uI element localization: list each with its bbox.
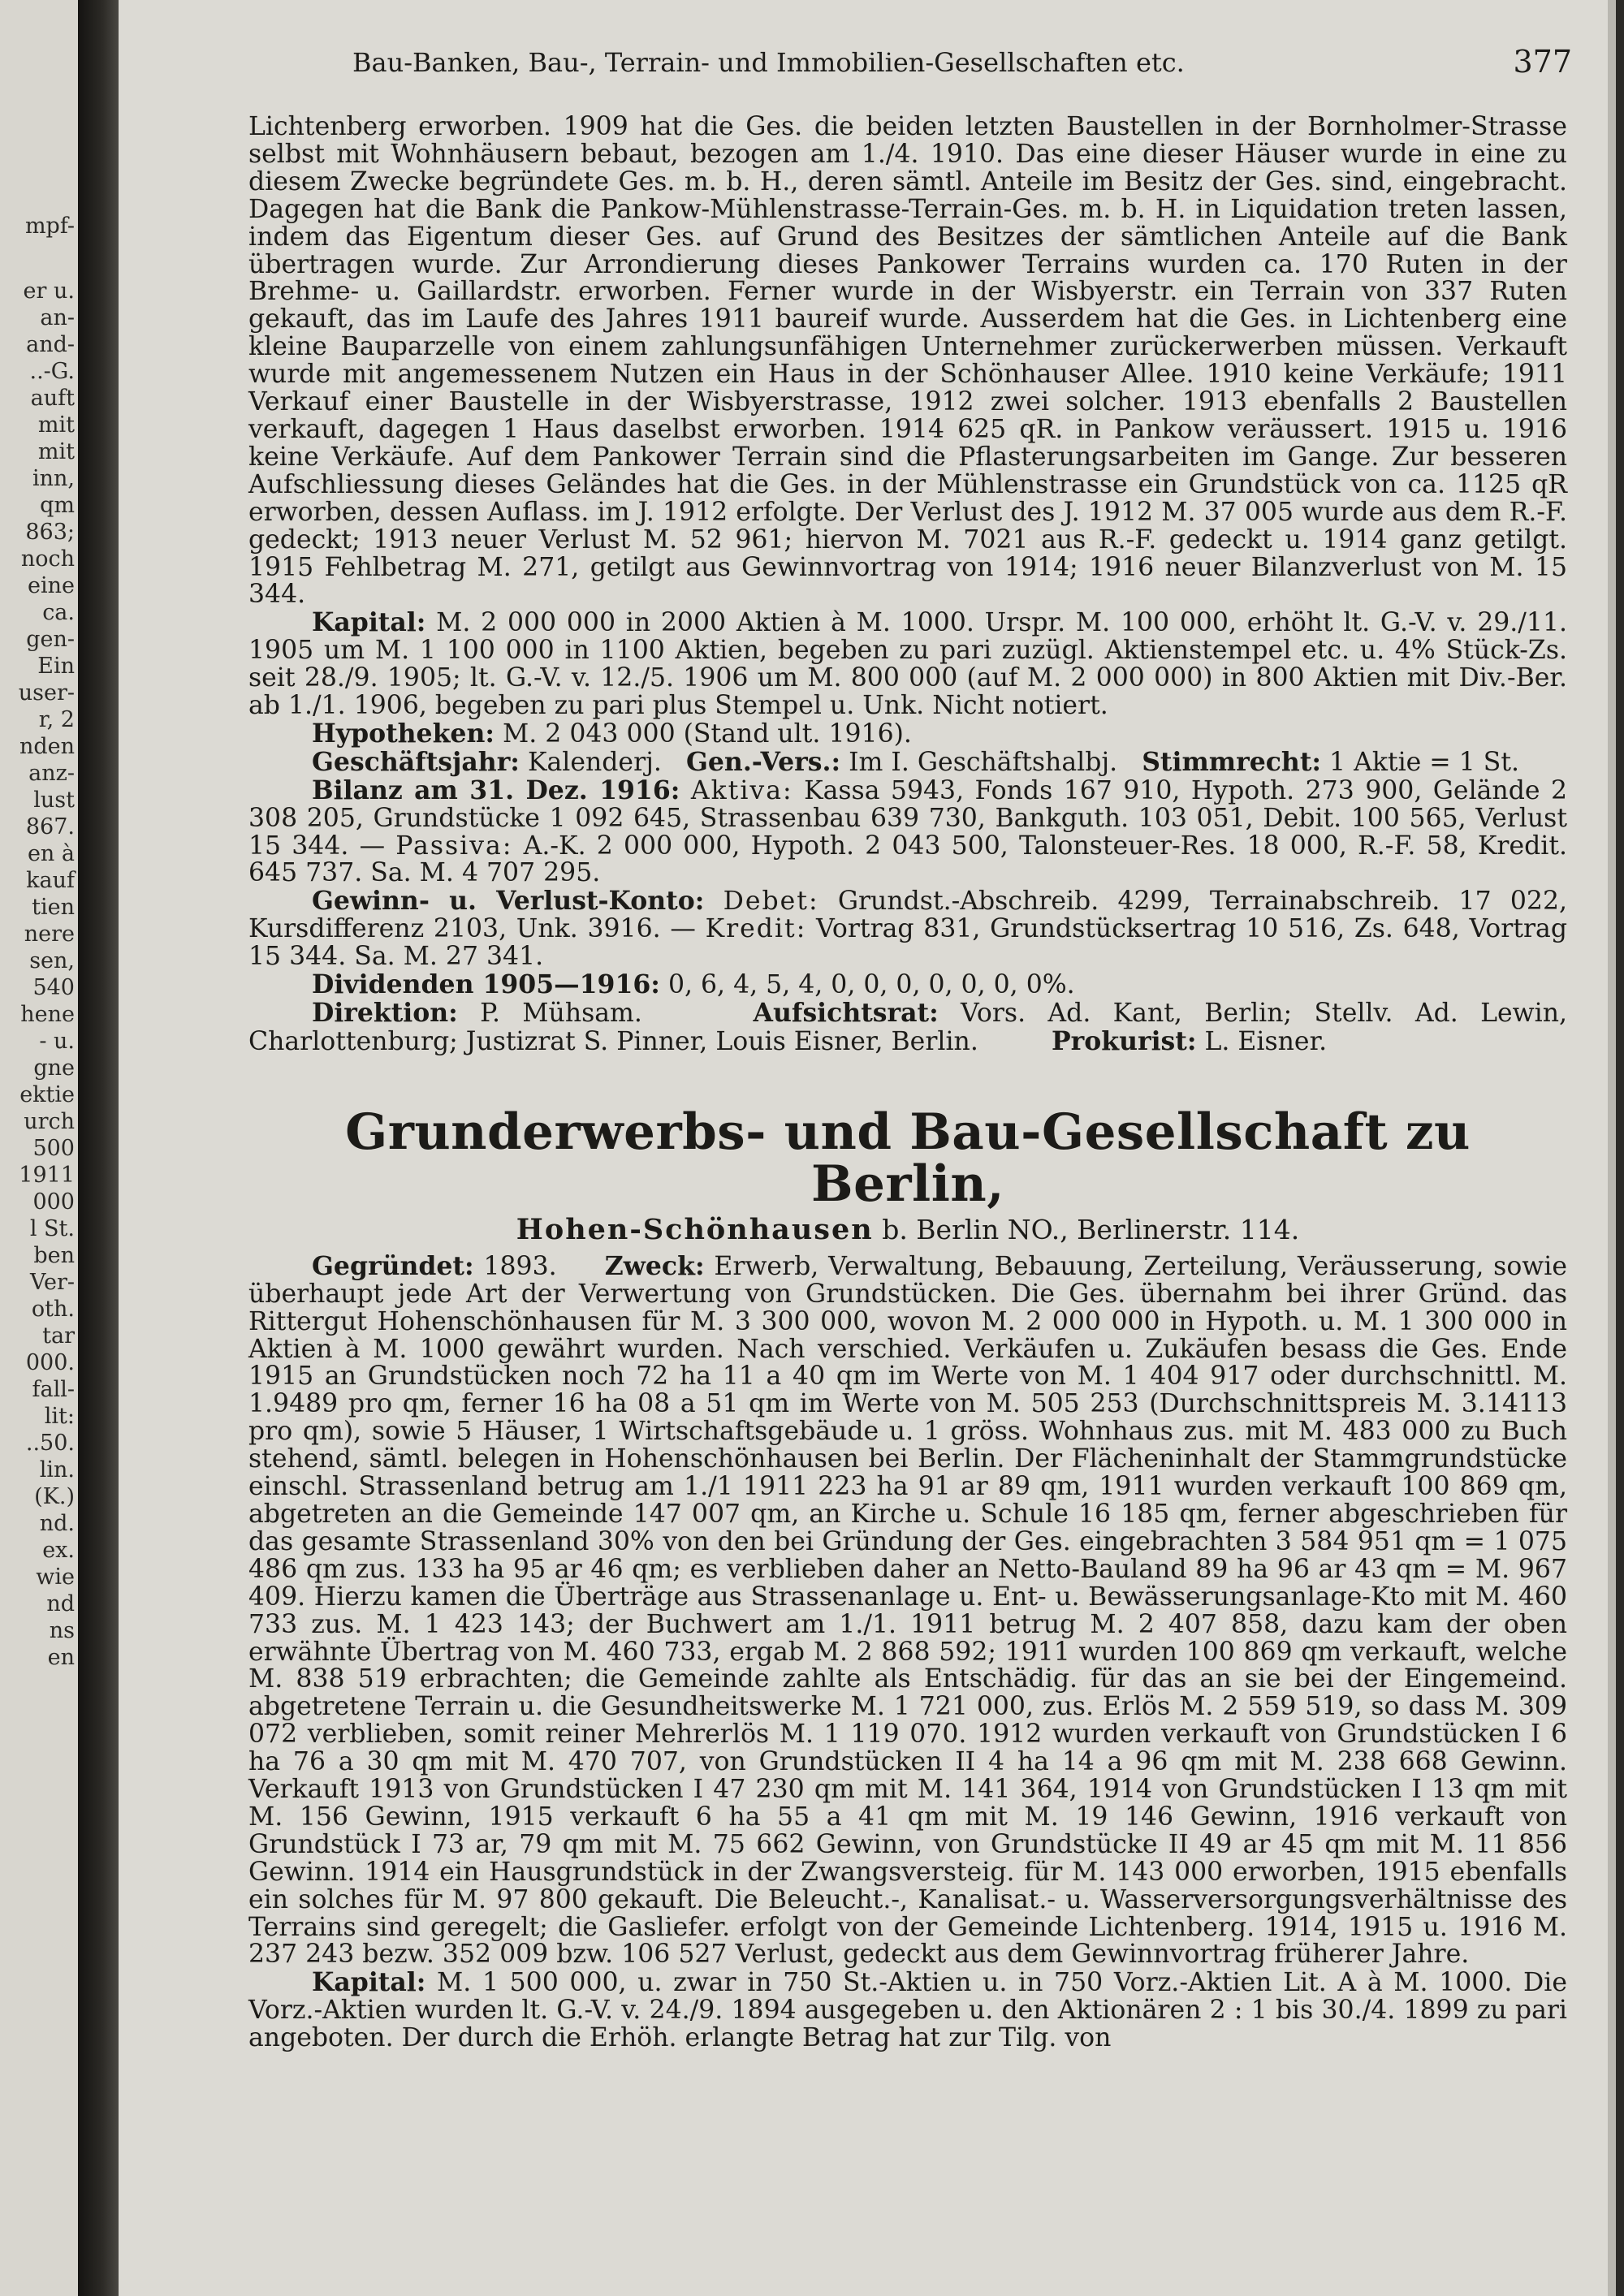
- label: Kapital:: [312, 607, 426, 638]
- margin-fragment: urch: [24, 1109, 75, 1134]
- entry1-history: Lichtenberg erworben. 1909 hat die Ges. die beiden letzten Baustellen in der Bornholmer-Strasse selbst mit Wohnhäusern bebaut, bezogen am 1./4. 1910. Das eine dieser Häuser wurde in eine zu diesem Zwecke begründete Ges. m. b. H., deren sämtl. Anteile im Besitz der Ges. sind, eingebracht. Dagegen hat die Bank die Pankow-Mühlenstrasse-Terrain-Ges. m. b. H. in Liquidation treten lassen, indem das Eigentum dieser Ges. auf Grund des Besitzes der sämtlichen Anteile auf die Bank übertragen wurde. Zur Arrondierung dieses Pankower Terrains wurden ca. 170 Ruten in der Brehme- u. Gaillardstr. erworben. Ferner wurde in der Wisbyerstr. ein Terrain von 337 Ruten gekauft, das im Laufe des Jahres 1911 baureif wurde. Ausserdem hat die Ges. in Lichtenberg eine kleine Bauparzelle von einem zahlungsunfähigen Unternehmer zurückerwerben müssen. Verkauft wurde mit angemessenem Nutzen ein Haus in der Schönhauser Allee. 1910 keine Verkäufe; 1911 Verkauf einer Baustelle in der Wisbyerstrasse, 1912 zwei solcher. 1913 ebenfalls 2 Baustellen verkauft, dagegen 1 Haus daselbst erworben. 1914 625 qR. in Pankow veräussert. 1915 u. 1916 keine Verkäufe. Auf dem Pankower Terrain sind die Pflasterungsarbeiten im Gange. Zur besseren Aufschliessung dieses Geländes hat die Ges. in der Mühlenstrasse ein Grundstück von ca. 1125 qR erworben, dessen Auflass. im J. 1912 erfolgte. Der Verlust des J. 1912 M. 37 005 wurde aus dem R.-F. gedeckt; 1913 neuer Verlust M. 52 961; hiervon M. 7021 aus R.-F. gedeckt u. 1914 ganz getilgt. 1915 Fehlbetrag M. 271, getilgt aus Gewinnvortrag von 1914; 1916 neuer Bilanzverlust von M. 15 344.: [248, 112, 1567, 610]
- value: Grundst.-Abschreib. 4299, Terrainabschreib. 17 022, Kursdifferenz 2103, Unk. 3916. —: [248, 887, 1567, 944]
- margin-fragment: - u.: [39, 1029, 75, 1054]
- aktiva-label: Aktiva:: [690, 775, 793, 805]
- entry1-direktion: [248, 999, 1567, 1056]
- company-location: [248, 1214, 1567, 1246]
- value: 0, 6, 4, 5, 4, 0, 0, 0, 0, 0, 0, 0%.: [667, 970, 1075, 1000]
- margin-fragment: auft: [30, 386, 75, 411]
- label: Bilanz am 31. Dez. 1916:: [312, 775, 680, 805]
- label: Prokurist:: [1051, 1025, 1197, 1056]
- margin-fragment: l St.: [29, 1216, 75, 1241]
- value: Vors. Ad. Kant, Berlin; Stellv. Ad. Lewin, Charlottenburg; Justizrat S. Pinner, Louis Eisner, Berlin.: [248, 999, 1568, 1056]
- value: 1893.: [483, 1251, 557, 1281]
- margin-fragment: er u.: [23, 278, 75, 304]
- label: Gen.-Vers.:: [685, 746, 841, 777]
- margin-fragment: ex.: [42, 1538, 75, 1563]
- page-number: 377: [1513, 44, 1572, 80]
- label: Kapital:: [312, 1967, 426, 1998]
- label: Gewinn- u. Verlust-Konto:: [312, 886, 705, 917]
- margin-fragment: en: [47, 1645, 75, 1670]
- margin-fragment: anz-: [28, 761, 75, 786]
- margin-fragment: ..50.: [25, 1431, 75, 1456]
- margin-fragment: r, 2: [38, 707, 75, 732]
- margin-fragment: wie: [36, 1564, 75, 1590]
- kredit-label: Kredit:: [705, 914, 807, 944]
- margin-fragment: lust: [33, 788, 75, 813]
- entry1-kapital: [248, 609, 1567, 720]
- passiva-label: Passiva:: [395, 831, 513, 861]
- value: M. 1 500 000, u. zwar in 750 St.-Aktien u. in 750 Vorz.-Aktien Lit. A à M. 1000. Die Vorz.-Aktien wurden lt. G.-V. v. 24./9. 1894 ausgegeben u. den Aktionären 2 : 1 bis 30./4. 1899 zu pari angeboten. Der durch die Erhöh. erlangte Betrag hat zur Tilg. von: [248, 1968, 1568, 2053]
- margin-fragment: 500: [32, 1136, 75, 1161]
- margin-fragment: nd.: [39, 1511, 75, 1536]
- margin-fragment: tien: [32, 895, 75, 920]
- margin-fragment: lin.: [39, 1457, 75, 1482]
- entry1-guv: [248, 887, 1567, 971]
- margin-fragment: 1911: [19, 1163, 75, 1188]
- margin-fragment: noch: [20, 546, 75, 572]
- margin-fragment: mit: [37, 412, 75, 438]
- entry2-kapital: [248, 1969, 1567, 2052]
- debet-label: Debet:: [723, 887, 819, 917]
- label: Zweck:: [604, 1250, 705, 1281]
- margin-fragment: qm: [40, 493, 75, 518]
- margin-fragment: 000: [32, 1189, 75, 1215]
- margin-fragment: Ein: [37, 654, 75, 679]
- margin-fragment: user-: [18, 680, 75, 706]
- margin-fragment: kauf: [26, 868, 75, 893]
- value: Erwerb, Verwaltung, Bebauung, Zerteilung, Veräusserung, sowie überhaupt jede Art der Verwertung von Grundstücken. Die Ges. übernahm bei ihrer Gründ. das Rittergut Hohenschönhausen für M. 3 300 000, wovon M. 2 000 000 in Hypoth. u. M. 1 300 000 in Aktien à M. 1000 gewährt wurden. Nach verschied. Verkäufen u. Zukäufen besass die Ges. Ende 1915 an Grundstücken noch 72 ha 11 a 40 qm im Werte von M. 1 404 917 oder durchschnittl. M. 1.9489 pro qm, ferner 16 ha 08 a 51 qm im Werte von M. 505 253 (Durchschnittspreis M. 3.14113 pro qm), sowie 5 Häuser, 1 Wirtschaftsgebäude u. 1 gröss. Wohnhaus zus. mit M. 483 000 zu Buch stehend, sämtl. belegen in Hohenschönhausen bei Berlin. Der Flächeninhalt der Stammgrundstücke einschl. Strassenland betrug am 1./1 1911 223 ha 91 ar 89 qm, 1911 wurden verkauft 100 869 qm, abgetreten an die Gemeinde 147 007 qm, an Kirche u. Schule 16 185 qm, ferner abgeschrieben für das gesamte Strassenland 30% von den bei Gründung der Ges. eingebrachten 3 584 951 qm = 1 075 486 qm zus. 133 ha 95 ar 46 qm; es verblieben daher an Netto-Bauland 89 ha 96 ar 43 qm = M. 967 409. Hierzu kamen die Überträge aus Strassenanlage u. Ent- u. Bewässerungsanlage-Kto mit M. 460 733 zus. M. 1 423 143; der Buchwert am 1./1. 1911 betrug M. 2 407 858, dazu kam der oben erwähnte Übertrag von M. 460 733, ergab M. 2 868 592; 1911 wurden 100 869 qm verkauft, welche M. 838 519 erbrachten; die Gemeinde zahlte als Entschädig. für das an sie bei der Eingemeind. abgetretene Terrain u. die Gesundheitswerke M. 1 721 000, zus. Erlös M. 2 559 519, so dass M. 309 072 verblieben, somit reiner Mehrerlös M. 1 119 070. 1912 wurden verkauft von Grundstücken I 6 ha 76 a 30 qm mit M. 470 707, von Grundstücken II 4 ha 14 a 96 qm mit M. 238 668 Gewinn. Verkauft 1913 von Grundstücken I 47 230 qm mit M. 141 364, 1914 von Grundstücken I 13 qm mit M. 156 Gewinn, 1915 verkauft 6 ha 55 a 41 qm mit M. 19 146 Gewinn, 1916 verkauft von Grundstück I 73 ar, 79 qm mit M. 75 662 Gewinn, von Grundstücke II 49 ar 45 qm mit M. 11 856 Gewinn. 1914 ein Hausgrundstück in der Zwangsversteig. für M. 143 000 erworben, 1915 ebenfalls ein solches für M. 97 800 gekauft. Die Beleucht.-, Kanalisat.- u. Wasserversorgungsverhältnisse des Terrains sind geregelt; die Gasliefer. erfolgt von der Gemeinde Lichtenberg. 1914, 1915 u. 1916 M. 237 243 bezw. 352 009 bzw. 106 527 Verlust, gedeckt aus dem Gewinnvortrag früherer Jahre.: [248, 1251, 1567, 1970]
- entry1-hypotheken: [248, 720, 1567, 749]
- margin-fragment: and-: [26, 332, 75, 357]
- margin-fragment: gen-: [26, 627, 75, 652]
- margin-fragment: lit:: [44, 1404, 75, 1429]
- margin-fragment: ben: [33, 1243, 75, 1268]
- margin-fragment: mpf-: [24, 214, 75, 239]
- margin-fragment: (K.): [34, 1484, 75, 1509]
- adjacent-page-strip: [0, 0, 78, 2296]
- margin-fragment: fall-: [32, 1377, 75, 1402]
- margin-fragment: 867.: [25, 814, 75, 839]
- value: P. Mühsam.: [480, 999, 642, 1028]
- label: Geschäftsjahr:: [312, 746, 520, 777]
- margin-fragment: oth.: [31, 1297, 75, 1322]
- label: Dividenden 1905—1916:: [312, 969, 660, 1000]
- page-content: [248, 114, 1567, 2052]
- location-bold: Hohen-Schönhausen: [516, 1212, 874, 1246]
- running-title: Bau-Banken, Bau-, Terrain- und Immobilien-Gesellschaften etc.: [352, 47, 1185, 78]
- margin-fragment: en à: [27, 841, 75, 866]
- value: A.-K. 2 000 000, Hypoth. 2 043 500, Talonsteuer-Res. 18 000, R.-F. 58, Kredit. 645 737. Sa. M. 4 707 295.: [248, 831, 1567, 888]
- value: M. 2 000 000 in 2000 Aktien à M. 1000. Urspr. M. 100 000, erhöht lt. G.-V. v. 29./11. 1905 um M. 1 100 000 in 1100 Aktien, begeben zu pari zuzügl. Aktienstempel etc. u. 4% Stück-Zs. seit 28./9. 1905; lt. G.-V. v. 12./5. 1906 um M. 800 000 (auf M. 2 000 000) in 800 Aktien mit Div.-Ber. ab 1./1. 1906, begeben zu pari plus Stempel u. Unk. Nicht notiert.: [248, 608, 1568, 721]
- label: Direktion:: [312, 998, 458, 1028]
- label: Gegründet:: [312, 1250, 474, 1281]
- margin-fragment: hene: [20, 1002, 75, 1027]
- company-title: Grunderwerbs- und Bau-Gesellschaft zu Berlin,: [345, 1103, 1471, 1213]
- location-rest: b. Berlin NO., Berlinerstr. 114.: [882, 1213, 1300, 1245]
- label: Stimmrecht:: [1142, 746, 1322, 777]
- book-gutter: [78, 0, 119, 2296]
- value: M. 2 043 000 (Stand ult. 1916).: [503, 719, 912, 749]
- page-edge: [1608, 0, 1616, 2296]
- margin-fragment: ektie: [19, 1082, 75, 1107]
- margin-fragment: mit: [37, 439, 75, 464]
- margin-fragment: inn,: [32, 466, 75, 491]
- margin-fragment: gne: [33, 1055, 75, 1081]
- label: Hypotheken:: [312, 718, 495, 749]
- margin-fragment: ca.: [42, 600, 75, 625]
- margin-fragment: sen,: [29, 948, 75, 973]
- margin-fragment: 540: [32, 975, 75, 1000]
- label: Aufsichtsrat:: [753, 998, 939, 1028]
- margin-fragment: 863;: [25, 520, 75, 545]
- margin-fragment: 000.: [25, 1350, 75, 1375]
- value: Im I. Geschäftshalbj.: [849, 747, 1118, 777]
- margin-fragment: ns: [49, 1618, 75, 1643]
- margin-fragment: tar: [42, 1323, 75, 1349]
- entry1-dividenden: [248, 971, 1567, 999]
- margin-fragment: nere: [24, 921, 75, 947]
- margin-fragment: Ver-: [29, 1270, 75, 1295]
- value: Vortrag 831, Grundstücksertrag 10 516, Zs. 648, Vortrag 15 344. Sa. M. 27 341.: [248, 914, 1567, 972]
- running-header: [352, 44, 1595, 80]
- value: Kassa 5943, Fonds 167 910, Hypoth. 273 900, Gelände 2 308 205, Grundstücke 1 092 645, Strassenbau 639 730, Bankguth. 103 051, Debit. 100 565, Verlust 15 344. —: [248, 775, 1568, 861]
- margin-fragment: an-: [40, 305, 75, 330]
- entry1-bilanz: [248, 777, 1567, 888]
- entry1-geschaeftsjahr: [248, 746, 1567, 777]
- margin-fragment: ..-G.: [29, 359, 75, 384]
- margin-fragment: nden: [19, 734, 75, 759]
- value: Kalenderj.: [527, 747, 662, 777]
- page: [119, 0, 1616, 2296]
- value: L. Eisner.: [1204, 1026, 1328, 1056]
- entry2-gegruendet-zweck: [248, 1250, 1567, 1970]
- margin-fragment: nd: [46, 1591, 75, 1616]
- margin-fragment: eine: [28, 573, 75, 598]
- value: 1 Aktie = 1 St.: [1329, 747, 1520, 777]
